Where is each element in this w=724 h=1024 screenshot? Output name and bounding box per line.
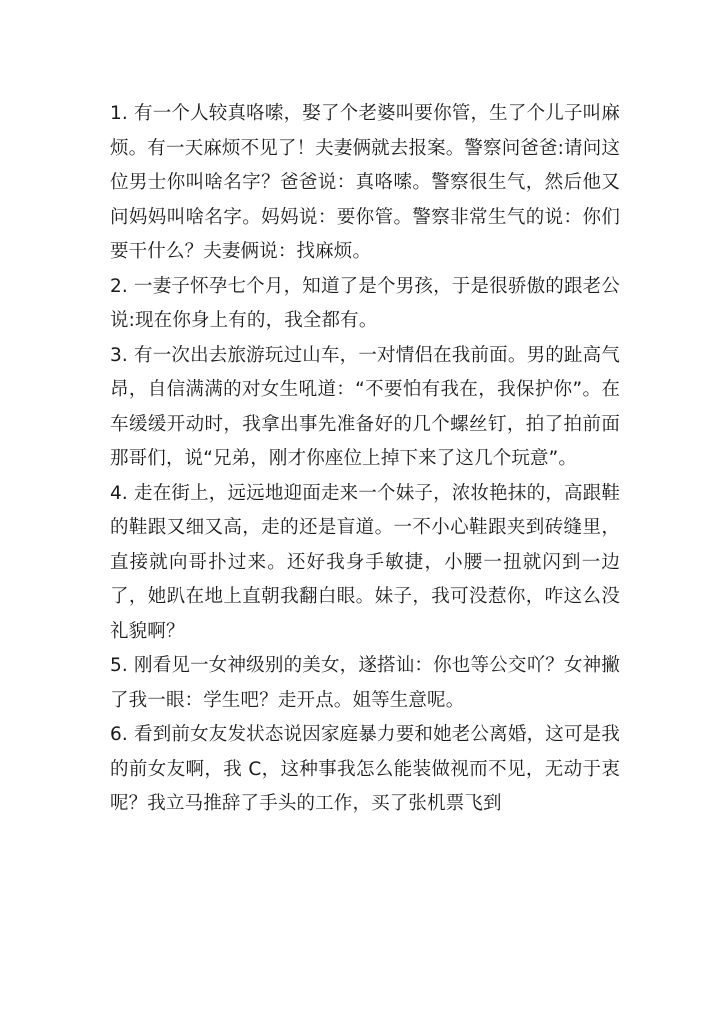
joke-paragraph-3: 3. 有一次出去旅游玩过山车，一对情侣在我前面。男的趾高气昂，自信满满的对女生吼道：“不要怕有我在，我保护你”。在车缓缓开动时，我拿出事先准备好的几个螺丝钉，拍了拍前面那哥们，说“兄弟，刚才你座位上掉下来了这几个玩意”。 [110, 344, 620, 469]
joke-paragraph-5: 5. 刚看见一女神级别的美女，遂搭讪：你也等公交吖？女神撇了我一眼：学生吧？走开点。姐等生意呢。 [110, 655, 620, 711]
joke-paragraph-4: 4. 走在街上，远远地迎面走来一个妹子，浓妆艳抹的，高跟鞋的鞋跟又细又高，走的还是盲道。一不小心鞋跟夹到砖缝里，直接就向哥扑过来。还好我身手敏捷，小腰一扭就闪到一边了，她趴在地上直朝我翻白眼。妹子，我可没惹你，咋这么没礼貌啊？ [110, 482, 620, 642]
joke-paragraph-6: 6. 看到前女友发状态说因家庭暴力要和她老公离婚，这可是我的前女友啊，我 C，这种事我怎么能装做视而不见，无动于衷呢？我立马推辞了手头的工作，买了张机票飞到 [110, 724, 620, 814]
joke-paragraph-2: 2. 一妻子怀孕七个月，知道了是个男孩，于是很骄傲的跟老公说:现在你身上有的，我全都有。 [110, 275, 620, 331]
joke-paragraph-1: 1. 有一个人较真咯嗦，娶了个老婆叫要你管，生了个儿子叫麻烦。有一天麻烦不见了！夫妻俩就去报案。警察问爸爸:请问这位男士你叫啥名字？爸爸说：真咯嗦。警察很生气，然后他又问妈妈叫啥名字。妈妈说：要你管。警察非常生气的说：你们要干什么？夫妻俩说：找麻烦。 [110, 103, 620, 262]
document-body [110, 97, 620, 822]
